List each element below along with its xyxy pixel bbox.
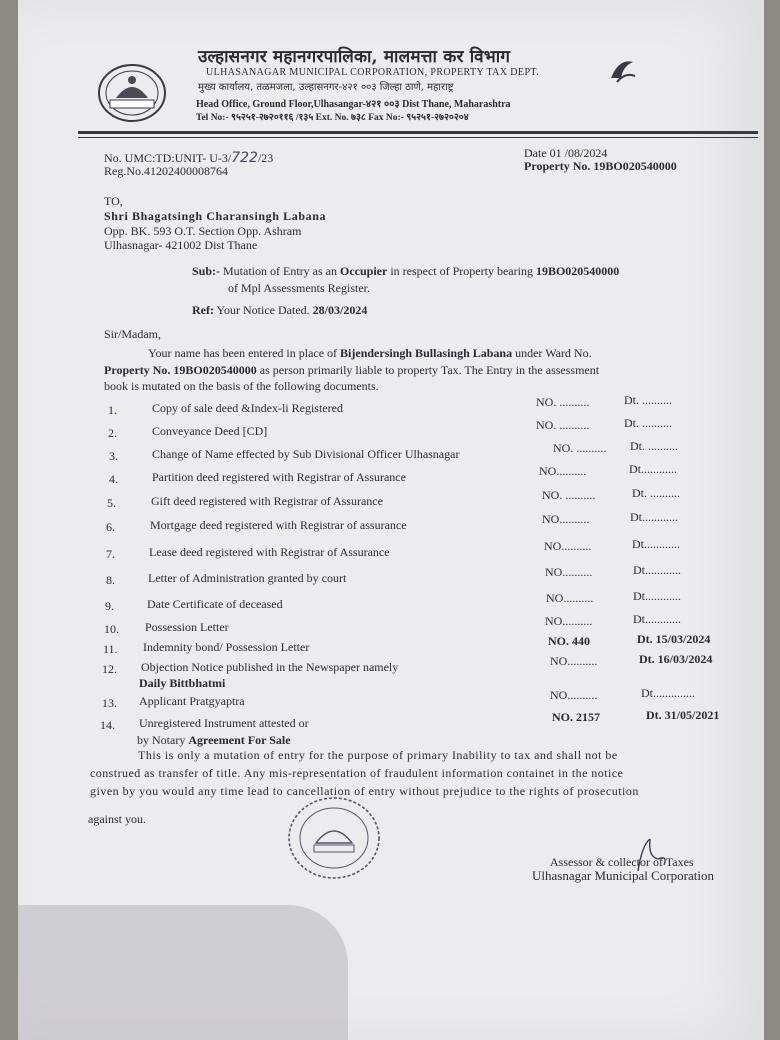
document-description: Indemnity bond/ Possession Letter xyxy=(143,640,310,654)
addressee-address-2: Ulhasnagar- 421002 Dist Thane xyxy=(104,238,258,252)
document-date-field: Dt. 15/03/2024 xyxy=(637,632,711,646)
document-number: 3. xyxy=(109,449,118,463)
document-date-field: Dt. .......... xyxy=(632,486,680,500)
document-date-field: Dt............ xyxy=(633,563,681,577)
addressee-name: Shri Bhagatsingh Charansingh Labana xyxy=(104,209,327,223)
document-number: 10. xyxy=(104,622,119,636)
document-no-field: NO.......... xyxy=(544,539,592,553)
body-line-3: book is mutated on the basis of the following documents. xyxy=(104,379,379,393)
document-date-field: Dt.............. xyxy=(641,686,695,700)
document-no-field: NO.......... xyxy=(539,464,587,478)
subject-line-1: Sub:- Mutation of Entry as an Occupier in respect of Property bearing 19BO020540000 xyxy=(192,264,620,278)
document-description: Unregistered Instrument attested or xyxy=(139,716,309,730)
document-number: 7. xyxy=(106,547,115,561)
document-description: Copy of sale deed &Index-li Registered xyxy=(152,401,343,415)
body-line-2: Property No. 19BO020540000 as person primarily liable to property Tax. The Entry in the assessment xyxy=(104,363,600,377)
letter-page xyxy=(18,0,764,1040)
document-number: 14. xyxy=(100,718,115,732)
document-date-field: Dt. .......... xyxy=(624,393,672,407)
document-no-field: NO. .......... xyxy=(553,441,607,455)
document-description: Partition deed registered with Registrar of Assurance xyxy=(152,470,406,484)
document-no-field: NO.......... xyxy=(546,591,594,605)
shadow xyxy=(18,905,348,1040)
document-description: Objection Notice published in the Newspaper namely xyxy=(141,660,399,674)
closing-line-2: construed as transfer of title. Any mis-representation of fraudulent information containet in the notice xyxy=(90,766,624,780)
document-description: Change of Name effected by Sub Divisional Officer Ulhasnagar xyxy=(152,447,460,461)
document-date-field: Dt............ xyxy=(633,589,681,603)
header-telephone: Tel No:- ९५२५१-२७२०११६ /१३५ Ext. No. ७३८ Fax No:- ९५२५१-२७२०२०४ xyxy=(196,113,469,123)
document-date-field: Dt. 16/03/2024 xyxy=(639,652,713,666)
document-description: Conveyance Deed [CD] xyxy=(152,424,268,438)
document-description: Applicant Pratgyaptra xyxy=(139,694,245,708)
registration-number: Reg.No.41202400008764 xyxy=(104,164,228,178)
document-number: 1. xyxy=(108,403,117,417)
document-number: 5. xyxy=(107,496,116,510)
header-title-marathi: उल्हासनगर महानगरपालिका, मालमत्ता कर विभाग xyxy=(198,47,511,67)
document-no-field: NO. .......... xyxy=(542,488,596,502)
document-number: 4. xyxy=(109,472,118,486)
newspaper-name: Daily Bittbhatmi xyxy=(139,676,226,690)
document-date-field: Dt. .......... xyxy=(630,439,678,453)
document-no-field: NO. 440 xyxy=(548,634,590,648)
header-rule-thin xyxy=(78,137,758,138)
document-description: Mortgage deed registered with Registrar of assurance xyxy=(150,518,407,532)
reference-line: Ref: Your Notice Dated. 28/03/2024 xyxy=(192,303,368,317)
body-line-1: Your name has been entered in place of Bijendersingh Bullasingh Labana under Ward No. xyxy=(148,346,592,360)
closing-line-3: given by you would any time lead to cancellation of entry without prejudice to the rights of prosecution xyxy=(90,784,639,798)
document-description: Lease deed registered with Registrar of Assurance xyxy=(149,545,390,559)
document-no-field: NO. .......... xyxy=(536,395,590,409)
document-no-field: NO. .......... xyxy=(536,418,590,432)
document-date-field: Dt............ xyxy=(633,612,681,626)
closing-line-1: This is only a mutation of entry for the purpose of primary Inability to tax and shall not be xyxy=(138,748,618,762)
document-no-field: NO.......... xyxy=(545,565,593,579)
document-no-field: NO.......... xyxy=(550,654,598,668)
outward-number: No. UMC:TD:UNIT- U-3/722/23 xyxy=(104,150,274,166)
header-address-marathi: मुख्य कार्यालय, तळमजला, उल्हासनगर-४२१ ००३ जिल्हा ठाणे, महाराष्ट्र xyxy=(198,82,454,93)
document-no-field: NO.......... xyxy=(542,512,590,526)
header-title-english: ULHASANAGAR MUNICIPAL CORPORATION, PROPERTY TAX DEPT. xyxy=(206,67,540,78)
document-number: 13. xyxy=(102,696,117,710)
document-no-field: NO. 2157 xyxy=(552,710,600,724)
document-number: 11. xyxy=(103,642,118,656)
header-address-english: Head Office, Ground Floor,Ulhasangar-४२१ ००३ Dist Thane, Maharashtra xyxy=(196,99,511,110)
document-description: Date Certificate of deceased xyxy=(147,597,283,611)
signatory-title: Assessor & collector of Taxes xyxy=(550,855,694,869)
notary-line: by Notary Agreement For Sale xyxy=(137,733,291,747)
umc-emblem-logo xyxy=(96,62,168,124)
salutation: Sir/Madam, xyxy=(104,327,161,341)
signatory-organisation: Ulhasnagar Municipal Corporation xyxy=(532,868,714,883)
to-label: TO, xyxy=(104,194,123,208)
document-date-field: Dt............ xyxy=(630,510,678,524)
document-description: Possession Letter xyxy=(145,620,229,634)
document-no-field: NO.......... xyxy=(550,688,598,702)
closing-line-4: against you. xyxy=(88,812,146,826)
document-description: Gift deed registered with Registrar of Assurance xyxy=(151,494,383,508)
document-date-field: Dt. 31/05/2021 xyxy=(646,708,720,722)
letter-date: Date 01 /08/2024 xyxy=(524,146,608,160)
document-number: 12. xyxy=(102,662,117,676)
document-number: 6. xyxy=(106,520,115,534)
property-number: Property No. 19BO020540000 xyxy=(524,159,677,173)
document-date-field: Dt............ xyxy=(629,462,677,476)
document-date-field: Dt. .......... xyxy=(624,416,672,430)
document-number: 2. xyxy=(108,426,117,440)
document-no-field: NO.......... xyxy=(545,614,593,628)
corporation-seal-stamp xyxy=(286,795,382,881)
document-number: 8. xyxy=(106,573,115,587)
header-rule-thick xyxy=(78,131,758,134)
document-number: 9. xyxy=(105,599,114,613)
department-logo xyxy=(603,48,643,88)
document-description: Letter of Administration granted by court xyxy=(148,571,347,585)
document-date-field: Dt............ xyxy=(632,537,680,551)
subject-line-2: of Mpl Assessments Register. xyxy=(228,281,371,295)
addressee-address-1: Opp. BK. 593 O.T. Section Opp. Ashram xyxy=(104,224,302,238)
